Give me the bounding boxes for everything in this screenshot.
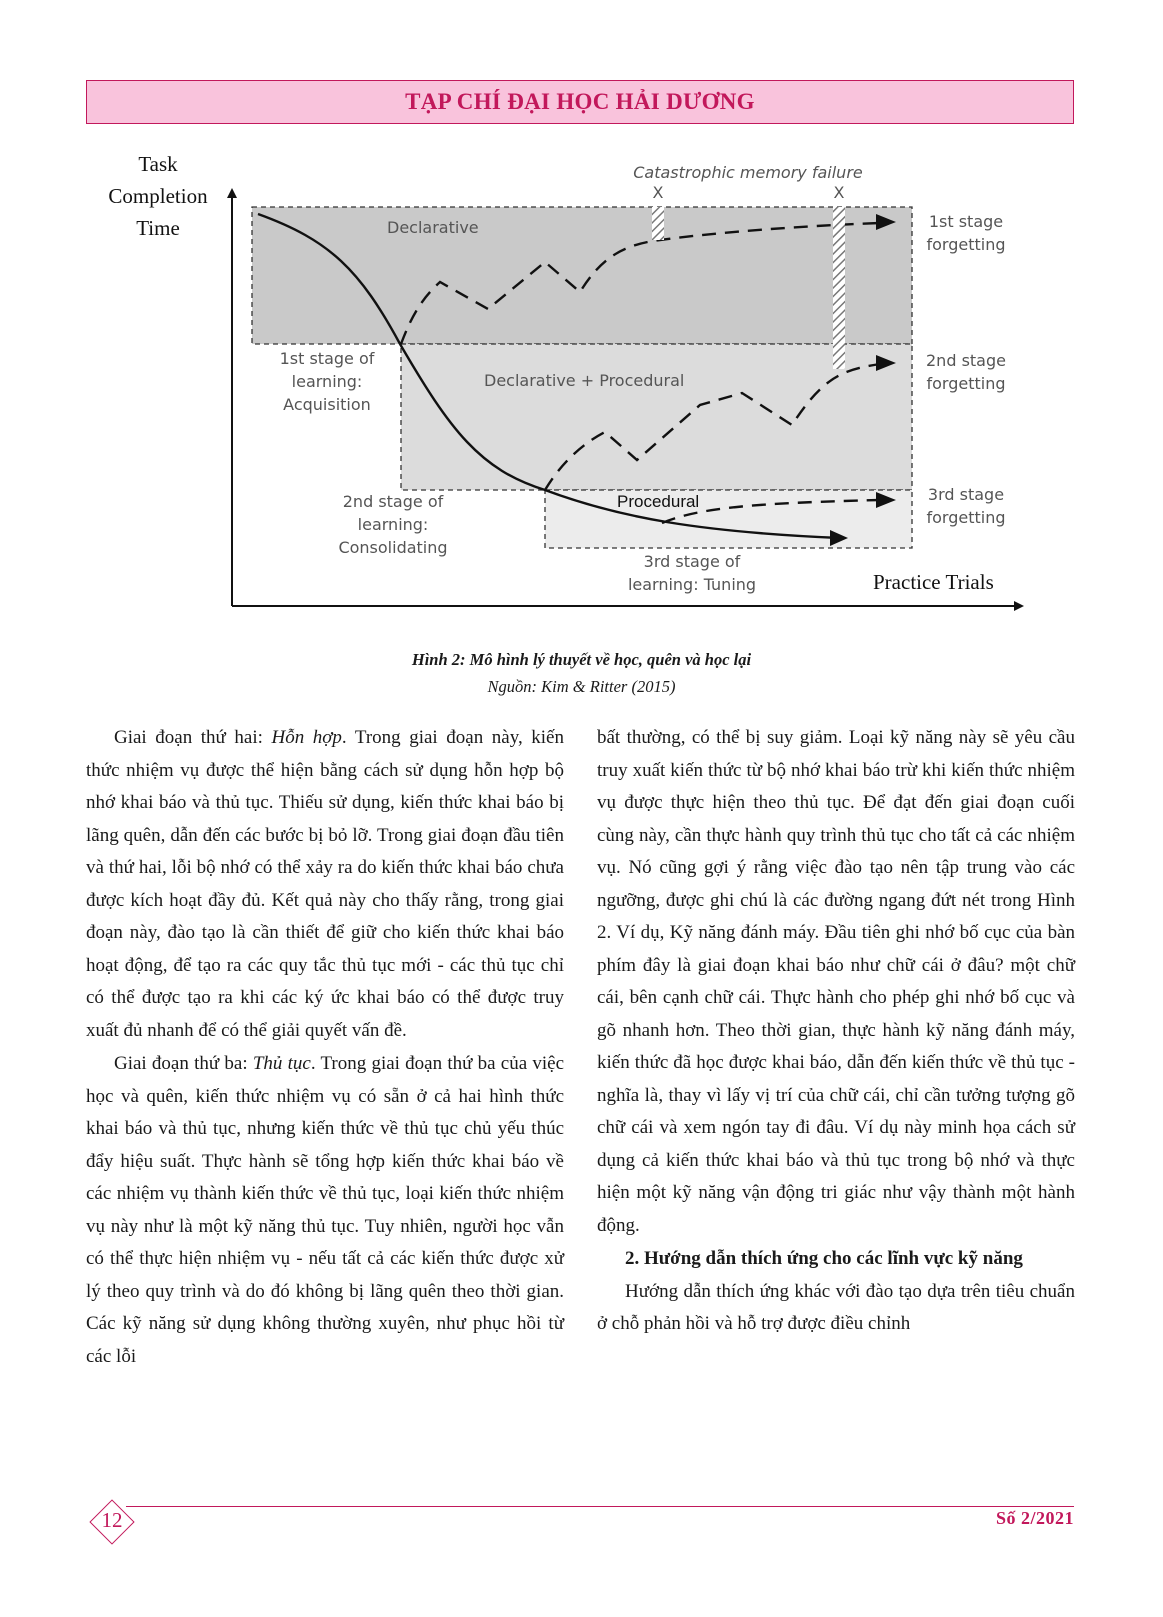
declarative-procedural-label: Declarative + Procedural — [484, 371, 685, 390]
learning-stage-1-line-2: learning: — [291, 372, 363, 391]
issue-label: Số 2/2021 — [995, 1508, 1074, 1528]
figure-caption: Hình 2: Mô hình lý thuyết về học, quên và học lại — [411, 650, 752, 669]
footer-rule — [126, 1506, 1074, 1507]
paragraph-stage-two — [86, 722, 564, 1047]
paragraph-body: . Trong giai đoạn thứ ba của việc học và quên, kiến thức nhiệm vụ có sẵn ở cả hai hình thức khai báo và thủ tục, nhưng kiến thức về thủ tục chủ yếu thúc đẩy hiệu suất. Thực hành sẽ tổng hợp kiến thức khai báo về các nhiệm vụ thành kiến thức về thủ tục, loại kiến thức nhiệm vụ này như là một kỹ năng thủ tục. Tuy nhiên, người học vẫn có thể thực hiện nhiệm vụ - nếu tất cả các kiến thức được xử lý theo quy trình và do đó không bị lãng quên theo thời gian. Các kỹ năng sử dụng không thường xuyên, như phục hồi từ các lỗi — [86, 1053, 565, 1367]
procedural-label: Procedural — [617, 492, 700, 511]
journal-title: TẠP CHÍ ĐẠI HỌC HẢI DƯƠNG — [405, 89, 755, 114]
learning-stage-2-line-2: learning: — [357, 515, 429, 534]
paragraph-continued: bất thường, có thể bị suy giảm. Loại kỹ năng này sẽ yêu cầu truy xuất kiến thức từ bộ nhớ khai báo trừ khi kiến thức nhiệm vụ được thực hiện theo thủ tục. Để đạt đến giai đoạn cuối cùng này, cần thực hành quy trình thủ tục cho tất cả các nhiệm vụ. Nó cũng gợi ý rằng việc đào tạo nên tập trung vào các ngưỡng, được ghi chú là các đường ngang đứt nét trong Hình 2. Ví dụ, Kỹ năng đánh máy. Đầu tiên ghi nhớ bố cục của bàn phím đây là giai đoạn khai báo như chữ cái ở đâu? một chữ cái, bên cạnh chữ cái. Thực hành cho phép ghi nhớ bố cục và gõ nhanh hơn. Theo thời gian, thực hành kỹ năng đánh máy, kiến thức đã học được khai báo, dẫn đến kiến thức về thủ tục - nghĩa là, thay vì lấy vị trí của chữ cái, chỉ cần tưởng tượng gõ chữ cái và xem ngón tay đi đâu. Ví dụ này minh họa cách sử dụng cả kiến thức khai báo và thủ tục trong bộ nhớ và thực hiện một kỹ năng vận động tri giác như vậy thành một hành động. — [597, 727, 1075, 1236]
learning-stage-3-line-2: learning: Tuning — [627, 575, 757, 594]
forgetting-stage-1-line-1: 1st stage — [928, 212, 1004, 231]
forgetting-stage-2-line-1: 2nd stage — [926, 351, 1006, 370]
y-axis-label-line-2: Completion — [108, 184, 208, 208]
procedural-region — [545, 490, 912, 548]
learning-stage-1-line-1: 1st stage of — [279, 349, 375, 368]
forgetting-stage-3-line-1: 3rd stage — [927, 485, 1005, 504]
paragraph-lead: Giai đoạn thứ ba: — [114, 1053, 253, 1074]
page-number: 12 — [101, 1508, 123, 1532]
learning-stage-2-line-1: 2nd stage of — [342, 492, 444, 511]
term-italic: Hỗn hợp — [271, 727, 342, 748]
failure-bar-1 — [652, 207, 664, 240]
forgetting-stage-1-line-2: forgetting — [926, 235, 1006, 254]
forgetting-stage-2-line-2: forgetting — [926, 374, 1006, 393]
learning-stage-2-line-3: Consolidating — [338, 538, 448, 557]
failure-marker-2: X — [833, 183, 845, 202]
failure-bar-2 — [833, 207, 845, 369]
right-column — [597, 722, 1075, 1342]
learning-forgetting-figure — [0, 0, 1163, 640]
section-heading: 2. Hướng dẫn thích ứng cho các lĩnh vực kỹ năng — [625, 1248, 1023, 1269]
left-column — [86, 722, 564, 1374]
declarative-region — [252, 207, 912, 344]
paragraph-stage-three — [86, 1048, 564, 1373]
learning-stage-3-line-1: 3rd stage of — [643, 552, 741, 571]
forgetting-stage-3-line-2: forgetting — [926, 508, 1006, 527]
y-axis-label-line-3: Time — [136, 216, 180, 240]
term-italic: Thủ tục — [252, 1053, 311, 1074]
x-axis-label: Practice Trials — [873, 570, 994, 594]
paragraph-lead: Giai đoạn thứ hai: — [114, 727, 272, 748]
figure-source: Nguồn: Kim & Ritter (2015) — [487, 677, 676, 696]
learning-stage-1-line-3: Acquisition — [283, 395, 371, 414]
catastrophic-failure-label: Catastrophic memory failure — [633, 163, 863, 182]
declarative-label: Declarative — [387, 218, 479, 237]
paragraph-adaptive-guidance: Hướng dẫn thích ứng khác với đào tạo dựa trên tiêu chuẩn ở chỗ phản hồi và hỗ trợ được điều chỉnh — [597, 1280, 1075, 1334]
failure-marker-1: X — [652, 183, 664, 202]
paragraph-body: . Trong giai đoạn này, kiến thức nhiệm vụ được thể hiện bằng cách sử dụng hỗn hợp bộ nhớ khai báo và thủ tục. Thiếu sử dụng, kiến thức khai báo bị lãng quên, dẫn đến các bước bị bỏ lỡ. Trong giai đoạn đầu tiên và thứ hai, lỗi bộ nhớ có thể xảy ra do kiến thức khai báo chưa được kích hoạt đầy đủ. Kết quả này cho thấy rằng, trong giai đoạn này, đào tạo là cần thiết để giữ cho kiến thức khai báo hoạt động, để tạo ra các quy tắc thủ tục mới - các thủ tục chỉ có thể được tạo ra khi các ký ức khai báo có thể được truy xuất đủ nhanh để có thể giải quyết vấn đề. — [86, 727, 564, 1041]
y-axis-label-line-1: Task — [138, 152, 178, 176]
